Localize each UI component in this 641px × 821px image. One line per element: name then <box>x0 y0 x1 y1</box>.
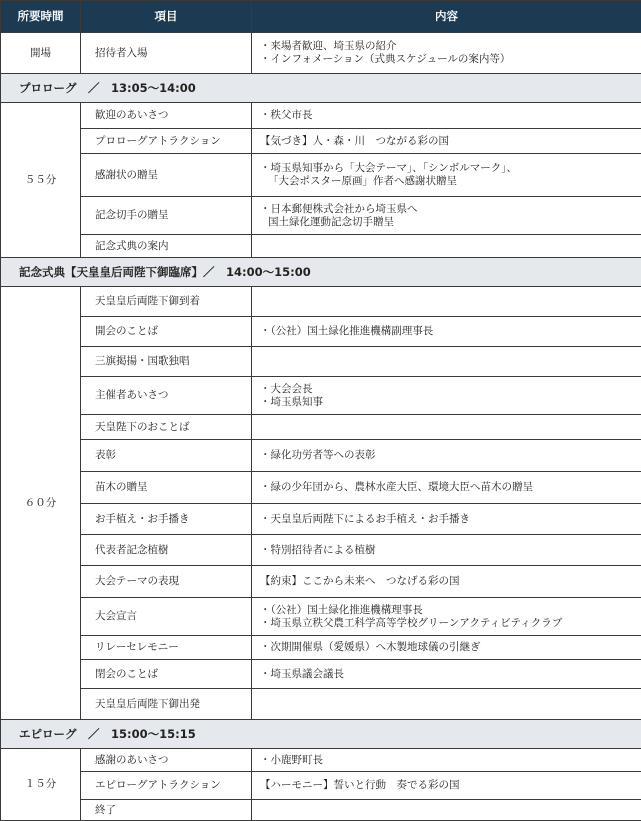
content-cell <box>252 636 641 660</box>
content-cell <box>252 235 641 258</box>
item-cell: 開会のことば <box>81 317 252 347</box>
content-line: ・次期開催県（愛媛県）へ木製地球儀の引継ぎ <box>260 641 641 654</box>
prologue-section-title: プロローグ ／ 13:05〜14:00 <box>1 74 641 103</box>
content-cell <box>252 415 641 440</box>
table-row <box>1 235 641 258</box>
item-cell: 記念式典の案内 <box>81 235 252 258</box>
item-cell: 感謝のあいさつ <box>81 749 252 772</box>
content-line: ・埼玉県議会議長 <box>260 668 641 681</box>
content-line: 【ハーモニー】誓いと行動 奏でる彩の国 <box>260 779 641 792</box>
opening-content <box>252 33 641 74</box>
content-cell <box>252 800 641 821</box>
content-line: ・小鹿野町長 <box>260 754 641 767</box>
item-cell: 三旗掲揚・国歌独唱 <box>81 347 252 377</box>
table-row <box>1 535 641 566</box>
item-cell: 歓迎のあいさつ <box>81 103 252 129</box>
table-row <box>1 154 641 197</box>
content-line: ・埼玉県立秩父農工科学高等学校グリーンアクティビティクラブ <box>260 617 641 630</box>
ceremony-section-header <box>1 258 641 287</box>
item-cell: リレーセレモニー <box>81 636 252 660</box>
ceremony-duration: ６０分 <box>1 287 81 720</box>
item-cell: 感謝状の贈呈 <box>81 154 252 197</box>
content-cell <box>252 504 641 535</box>
item-cell: 大会テーマの表現 <box>81 566 252 598</box>
prologue-section-header <box>1 74 641 103</box>
table-row <box>1 660 641 689</box>
table-row <box>1 103 641 129</box>
header-content: 内容 <box>252 1 641 33</box>
content-cell <box>252 129 641 154</box>
table-row <box>1 287 641 317</box>
content-line: ・（公社）国土緑化推進機構副理事長 <box>260 325 641 338</box>
content-line: ・天皇皇后両陛下によるお手植え・お手播き <box>260 513 641 526</box>
ceremony-section-title: 記念式典【天皇皇后両陛下御臨席】／ 14:00〜15:00 <box>1 258 641 287</box>
content-line: 【約束】ここから未来へ つなげる彩の国 <box>260 575 641 588</box>
table-row <box>1 472 641 504</box>
content-line: ・（公社）国土緑化推進機構理事長 <box>260 604 641 617</box>
content-cell <box>252 103 641 129</box>
opening-row <box>1 33 641 74</box>
table-row <box>1 800 641 821</box>
content-cell <box>252 749 641 772</box>
header-time: 所要時間 <box>1 1 81 33</box>
item-cell: お手植え・お手播き <box>81 504 252 535</box>
content-line: ・日本郵便株式会社から埼玉県へ <box>260 203 641 216</box>
epilogue-duration: １５分 <box>1 749 81 821</box>
table-row <box>1 129 641 154</box>
content-line: ・特別招待者による植樹 <box>260 544 641 557</box>
table-row <box>1 689 641 720</box>
item-cell: 苗木の贈呈 <box>81 472 252 504</box>
content-cell <box>252 440 641 472</box>
item-cell: 終了 <box>81 800 252 821</box>
content-cell <box>252 598 641 636</box>
epilogue-section-header <box>1 720 641 749</box>
item-cell: エピローグアトラクション <box>81 772 252 800</box>
header-row <box>1 1 641 33</box>
table-row <box>1 504 641 535</box>
item-cell: 天皇皇后両陛下御到着 <box>81 287 252 317</box>
content-line: 国土緑化運動記念切手贈呈 <box>260 216 641 229</box>
content-line: ・秩父市長 <box>260 109 641 122</box>
content-line: ・緑化功労者等への表彰 <box>260 449 641 462</box>
content-line: ・来場者歓迎、埼玉県の紹介 <box>260 40 641 53</box>
table-row <box>1 598 641 636</box>
content-line: ・埼玉県知事 <box>260 396 641 409</box>
content-cell <box>252 154 641 197</box>
program-body <box>1 33 641 821</box>
item-cell: 大会宣言 <box>81 598 252 636</box>
item-cell: 代表者記念植樹 <box>81 535 252 566</box>
content-cell <box>252 287 641 317</box>
item-cell: 表彰 <box>81 440 252 472</box>
table-row <box>1 636 641 660</box>
table-row <box>1 197 641 235</box>
content-cell <box>252 772 641 800</box>
item-cell: 主催者あいさつ <box>81 377 252 415</box>
content-line: ・緑の少年団から、農林水産大臣、環境大臣へ苗木の贈呈 <box>260 481 641 494</box>
opening-time: 開場 <box>1 33 81 74</box>
content-line: ・埼玉県知事から「大会テーマ」、「シンボルマーク」、 <box>260 162 641 175</box>
content-cell <box>252 317 641 347</box>
content-cell <box>252 347 641 377</box>
item-cell: プロローグアトラクション <box>81 129 252 154</box>
content-line: 「大会ポスター原画」作者へ感謝状贈呈 <box>260 175 641 188</box>
item-cell: 天皇皇后両陛下御出発 <box>81 689 252 720</box>
content-cell <box>252 660 641 689</box>
item-cell: 天皇陛下のおことば <box>81 415 252 440</box>
item-cell: 記念切手の贈呈 <box>81 197 252 235</box>
opening-item: 招待者入場 <box>81 33 252 74</box>
content-cell <box>252 689 641 720</box>
item-cell: 閉会のことば <box>81 660 252 689</box>
table-row <box>1 749 641 772</box>
table-row <box>1 566 641 598</box>
table-row <box>1 347 641 377</box>
table-row <box>1 772 641 800</box>
content-line: 【気づき】人・森・川 つながる彩の国 <box>260 135 641 148</box>
content-cell <box>252 377 641 415</box>
header-item: 項目 <box>81 1 252 33</box>
content-cell <box>252 472 641 504</box>
prologue-duration: ５５分 <box>1 103 81 258</box>
content-cell <box>252 566 641 598</box>
epilogue-section-title: エピローグ ／ 15:00〜15:15 <box>1 720 641 749</box>
table-row <box>1 415 641 440</box>
content-line: ・インフォメーション（式典スケジュールの案内等） <box>260 53 641 66</box>
table-row <box>1 440 641 472</box>
content-cell <box>252 197 641 235</box>
table-row <box>1 377 641 415</box>
table-row <box>1 317 641 347</box>
content-cell <box>252 535 641 566</box>
content-line: ・大会会長 <box>260 383 641 396</box>
